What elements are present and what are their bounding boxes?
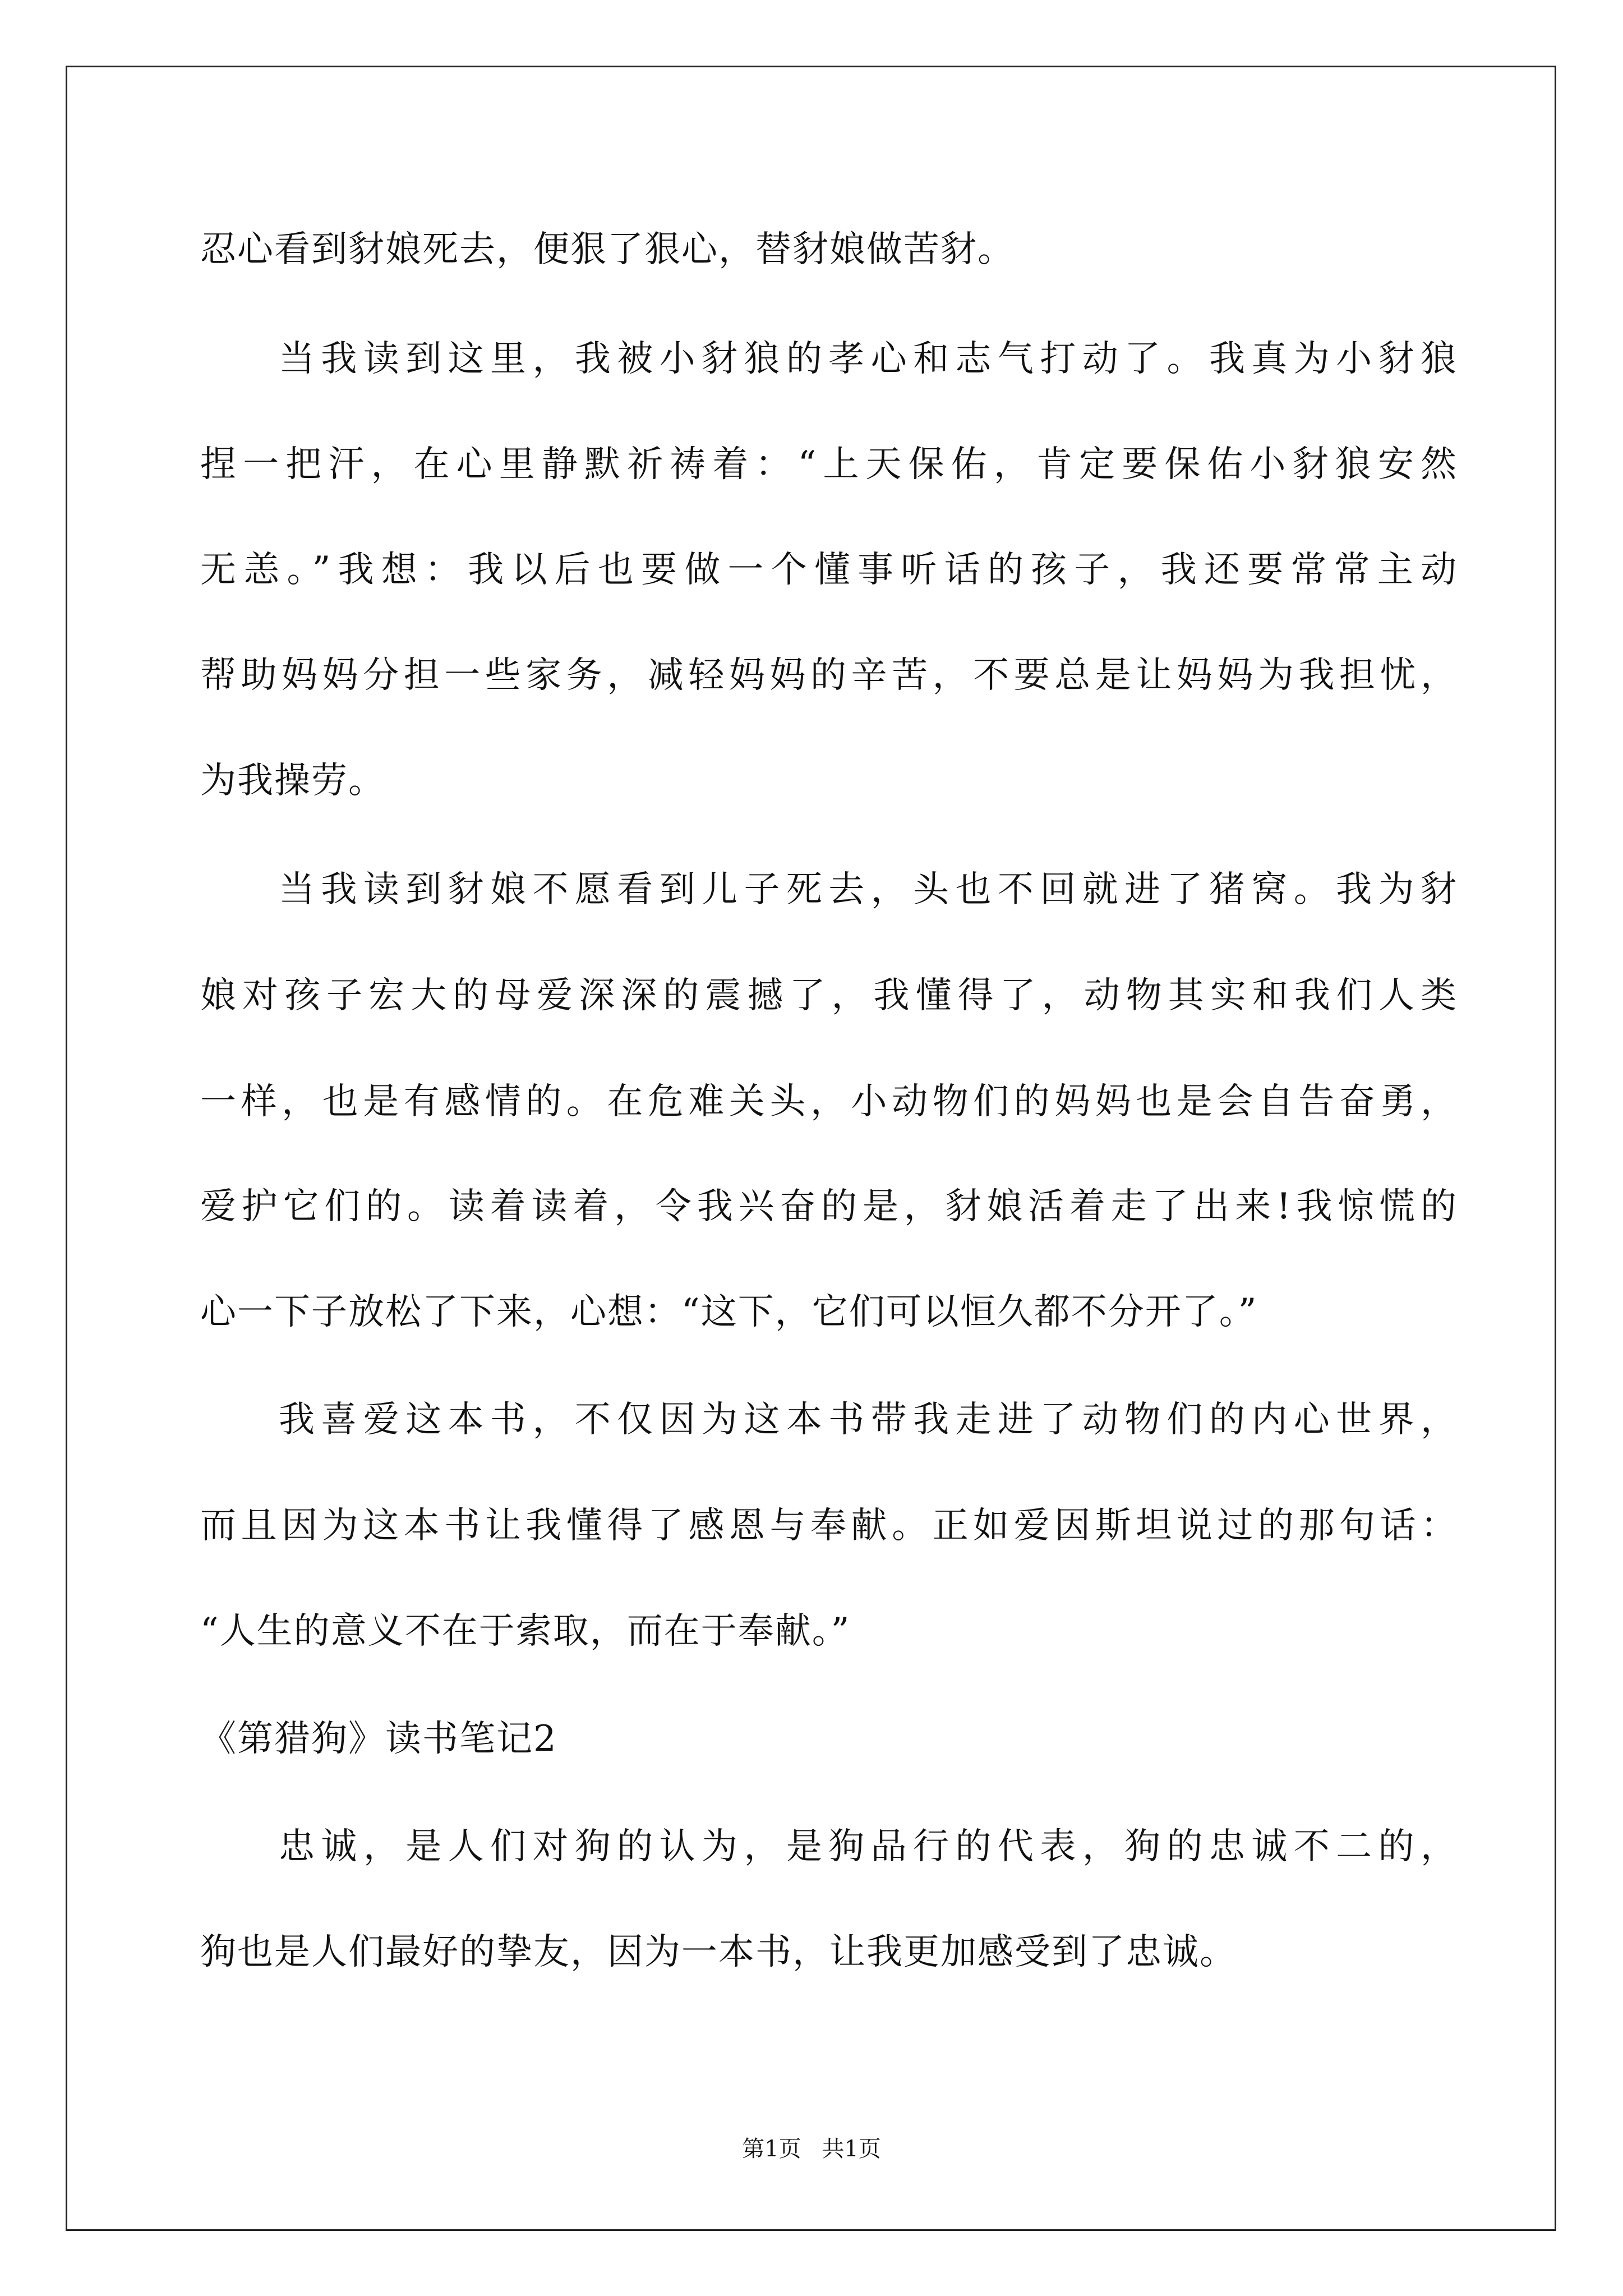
text-line: 狗也是人们最好的挚友，因为一本书，让我更加感受到了忠诚。 [200,1931,1237,1973]
text-line: 爱护它们的。读着读着，令我兴奋的是，豺娘活着走了出来!我惊慌的 [200,1186,1456,1227]
section-heading: 《第猎狗》读书笔记2 [200,1718,557,1760]
page-border [66,66,1556,2231]
paragraph-start-line: 当我读到豺娘不愿看到儿子死去，头也不回就进了猪窝。我为豺 [279,869,1456,910]
text-line: 为我操劳。 [200,760,385,802]
text-line: 而且因为这本书让我懂得了感恩与奉献。正如爱因斯坦说过的那句话： [200,1505,1456,1547]
text-line: 心一下子放松了下来，心想：“这下，它们可以恒久都不分开了。” [200,1291,1258,1333]
text-line: 帮助妈妈分担一些家务，减轻妈妈的辛苦，不要总是让妈妈为我担忧， [200,655,1456,696]
page-number: 第1页 [742,2136,801,2162]
text-line: 无恙。”我想：我以后也要做一个懂事听话的孩子，我还要常常主动 [200,549,1456,591]
text-line: 忍心看到豺娘死去，便狠了狠心，替豺娘做苦豺。 [200,229,1015,270]
paragraph-start-line: 忠诚，是人们对狗的认为，是狗品行的代表，狗的忠诚不二的， [279,1826,1456,1867]
page-total: 共1页 [822,2136,881,2162]
text-line: 娘对孩子宏大的母爱深深的震撼了，我懂得了，动物其实和我们人类 [200,975,1456,1016]
paragraph-start-line: 当我读到这里，我被小豺狼的孝心和志气打动了。我真为小豺狼 [279,338,1456,380]
paragraph-start-line: 我喜爱这本书，不仅因为这本书带我走进了动物们的内心世界， [279,1399,1456,1441]
text-line: 一样，也是有感情的。在危难关头，小动物们的妈妈也是会自告奋勇， [200,1081,1456,1122]
text-line: 捏一把汗，在心里静默祈祷着：“上天保佑，肯定要保佑小豺狼安然 [200,444,1456,485]
page-footer [0,2136,1623,2162]
text-line: “人生的意义不在于索取，而在于奉献。” [200,1611,851,1652]
